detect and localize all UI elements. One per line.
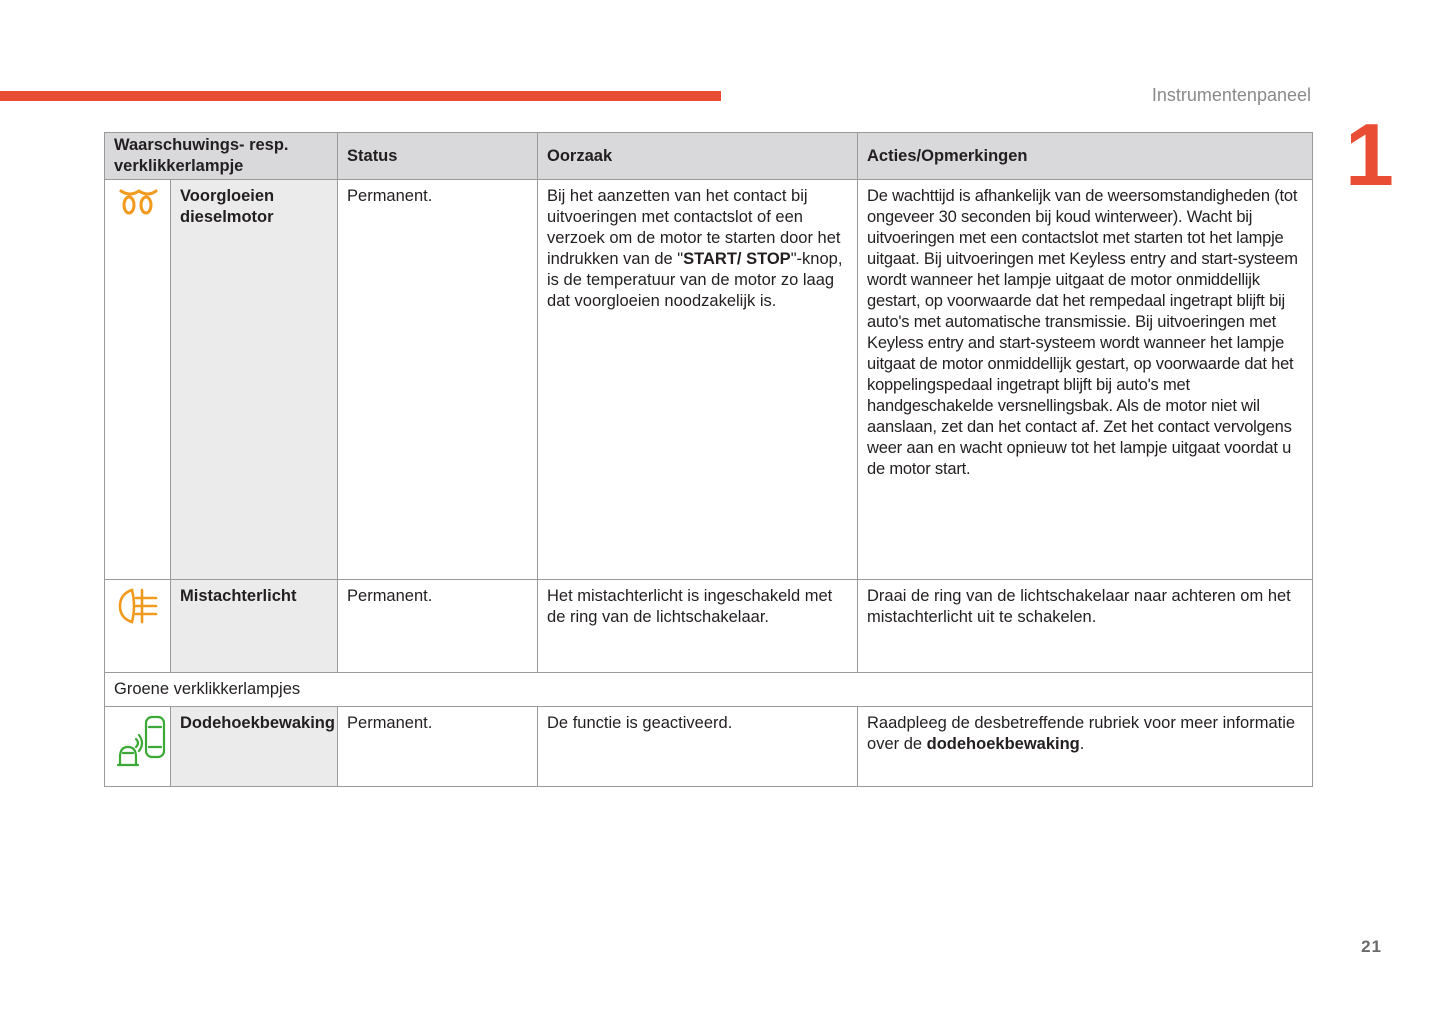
column-header-status: Status xyxy=(338,133,538,180)
chapter-number: 1 xyxy=(1345,105,1394,204)
column-header-lamp: Waarschuwings- resp. verklikkerlampje xyxy=(105,133,338,180)
lamp-name: Mistachterlicht xyxy=(171,580,338,673)
accent-bar xyxy=(0,91,721,101)
rear-fog-light-icon xyxy=(114,586,161,626)
lamp-name: Dodehoekbewaking xyxy=(171,707,338,787)
actions-cell: Raadpleeg de desbetreffende rubriek voor meer informatie over de dodehoekbewaking. xyxy=(858,707,1313,787)
cause-cell: Het mistachterlicht is ingeschakeld met de ring van de lichtschakelaar. xyxy=(538,580,858,673)
green-lamps-label: Groene verklikkerlampjes xyxy=(105,673,1313,707)
blind-spot-monitor-icon xyxy=(114,713,161,771)
actions-cell: De wachttijd is afhankelijk van de weersomstandigheden (tot ongeveer 30 seconden bij koud winterweer). Wacht bij uitvoeringen met een contactslot met starten tot het lampje uitgaat. Bij uitvoeringen met Keyless entry and start-systeem wordt wanneer het lampje uitgaat de motor onmiddellijk gestart, op voorwaarde dat het rempedaal ingetrapt blijft bij auto's met automatische transmissie. Bij uitvoeringen met Keyless entry and start-systeem wordt wanneer het lampje uitgaat de motor onmiddellijk gestart, op voorwaarde dat het koppelingspedaal ingetrapt blijft bij auto's met handgeschakelde versnellingsbak. Als de motor niet wil aanslaan, zet dan het contact af. Zet het contact vervolgens weer aan en wacht opnieuw tot het lampje uitgaat voordat u de motor start. xyxy=(858,180,1313,580)
lamp-icon-cell xyxy=(105,580,171,673)
table-row xyxy=(105,707,1313,787)
status-cell: Permanent. xyxy=(338,180,538,580)
table-row xyxy=(105,180,1313,580)
column-header-cause: Oorzaak xyxy=(538,133,858,180)
lamp-name: Voorgloeien dieselmotor xyxy=(171,180,338,580)
column-header-actions: Acties/Opmerkingen xyxy=(858,133,1313,180)
section-row xyxy=(105,673,1313,707)
table-header-row xyxy=(105,133,1313,180)
glow-plug-icon xyxy=(114,186,161,218)
warning-lights-table xyxy=(104,132,1313,787)
status-cell: Permanent. xyxy=(338,707,538,787)
lamp-icon-cell xyxy=(105,180,171,580)
lamp-icon-cell xyxy=(105,707,171,787)
status-cell: Permanent. xyxy=(338,580,538,673)
section-title: Instrumentenpaneel xyxy=(1151,85,1311,105)
table-row xyxy=(105,580,1313,673)
actions-cell: Draai de ring van de lichtschakelaar naar achteren om het mistachterlicht uit te schakelen. xyxy=(858,580,1313,673)
cause-cell: De functie is geactiveerd. xyxy=(538,707,858,787)
page-number: 21 xyxy=(1361,937,1382,956)
cause-cell: Bij het aanzetten van het contact bij uitvoeringen met contactslot of een verzoek om de motor te starten door het indrukken van de "START/ STOP"-knop, is de temperatuur van de motor zo laag dat voorgloeien noodzakelijk is. xyxy=(538,180,858,580)
